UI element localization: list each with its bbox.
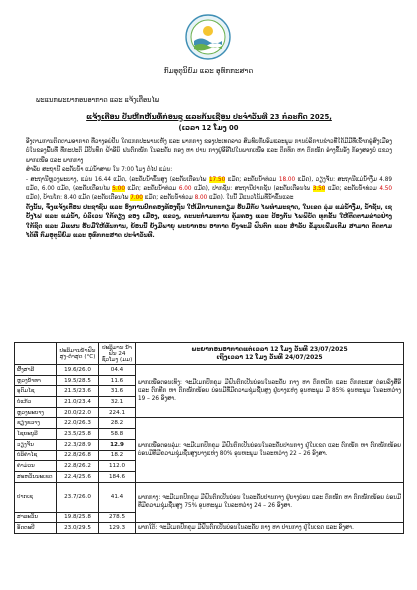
station-row (15, 482, 404, 512)
station-name: ສະຫວັນນະເຂດ (15, 471, 57, 482)
flood-level-1: 18.00 (278, 176, 296, 183)
station-temp: 22.4/25.6 (57, 471, 99, 482)
alert-level-2: 5.00 (112, 186, 125, 193)
region-forecast: ພາກເໜືອຕອນເທິງ: ຈະມີເມກປົກຄຸມ ມີຝົນຕົກເປັນບ່ອນໃນລະດັບ ກາງ ຫາ ຕົກຫນັກ ແລະ ຕົກກະແສ ຕ່ອນລົງສີ່ອີ ແລະ ຕົກທີກ ຫາ ຕົກໜັກໜ້ອຍ ບ່ອນມີທີ່ມີຄວາມຊຸ່ມຊື່ນສູງ ຢູ່ບາງແຫ່ງ ອຸນຫະພູມ ມີ 85% ອຸນຫະພູມ ໃນລະຫວ່າງ 19 – 26 ອົງສາ. (136, 365, 404, 418)
flood-level-4: 8.00 (194, 195, 208, 202)
station-rain: 11.6 (99, 375, 136, 386)
station-temp: 19.5/28.5 (57, 375, 99, 386)
station-rain: 278.5 (99, 512, 136, 523)
station-rain: 04.4 (99, 365, 136, 376)
station-name: ຫຼວງນ້ຳທາ (15, 375, 57, 386)
station-name: ຄຳມ່ວນ (15, 461, 57, 472)
station-name: ຊຽງຂວາງ (15, 418, 57, 429)
station-name: ປາກເຊ (15, 482, 57, 512)
station-rain: 18.2 (99, 450, 136, 461)
temp-header: ປະລິມານນ້ຳຝົນ ສູງ-ຕ່ຳສຸດ (°C) (57, 343, 99, 365)
station-rain: 129.3 (99, 523, 136, 534)
station-rain: 58.8 (99, 429, 136, 440)
station-name: ໄຊຍະບູລີ (15, 429, 57, 440)
region-forecast: ພາກເໜືອຕອນລຸ່ມ: ຈະມີເມກປົກຄຸມ ມີຝົນຕົກເປັນບ່ອນໃນລະດັບປານກາງ ຢູ່ໃນເຂດ ແລະ ຕົກໜັກ ຫາ ຕົກໜັກໜ້ອຍ ບ່ອນມີທີ່ມີຄວາມຊຸ່ມຊື່ນສູງບາງແຫ່ງ 80% ອຸນຫະພູມ ໃນລະຫວ່າງ 22 – 26 ອົງສາ. (136, 418, 404, 482)
station-row (15, 365, 404, 376)
station-temp: 20.0/22.0 (57, 407, 99, 418)
station-row (15, 418, 404, 429)
body-paragraph-4: ດັ່ງນັ້ນ, ຈຶ່ງແຈ້ງເຕືອນ ປະຊາຊົນ ແລະ ອົງການປົກຄອງທ້ອງຖິ່ນ ໃຫ້ມີການກະກຽມ ຮັບມືກັບ ໄພທຳມະຊາດ, ໃນເຂດ ລຸ່ມ ແມ່ນ້ຳງື່ມ, ນ້ຳຊັນ, ເຊບັ້ງໄຟ ແລະ ແມ່ນ້ຳ, ບໍລິເວນ ໃກ້ຄຽງ ຂອງ ເມືອງ, ແຂວງ, ຄະນະກຳມະການ ຄຸ້ມຄອງ ແລະ ປ້ອງກັນ ໄພພິບັດ ທຸກຂັ້ນ ໃຫ້ຕິດຕາມຂ່າວຢ່າງໃກ້ຊິດ ແລະ ມີແຜນ ຮັບມືໃຫ້ທັນການ, ຍ້ອນນີ້ ຍັງມີພາຍຸ ພະຍາກອນ ອາກາດ ຍັງຈະມີ ຝົນຕົກ ແລະ ສຳລັບ ຂໍ້ມູນເພີ່ມເຕີມ ສາມາດ ຕິດຕາມ ໄດ້ທີ່ ກົມອຸຕຸນິຍົມ ແລະ ອຸທົກກະສາດ ປະຈຳວັນທີ. (26, 204, 392, 240)
station-temp: 23.5/25.8 (57, 429, 99, 440)
body-paragraph-1: ອີງຕາມການຕິດຕາມອາກາດ ທີ່ວາງອຍ່ປັນ ໃດແກກປະພານເຫັງ ແລະ ພາກກາງ ຂອງປະເທດລາວ ສົມທົບກັບອົມແລະພູມ ການບໍລິການຂ່າວທີ່ໃດ້ມີມີທີ່ເຂົ້າກຣູ່ສົງເມືອງບໍ່ໃນຂອງພື້ນທີ່ ທີ່ກະປະຕິ ມີປັນທຶກ ຝ້າອີຍິ ຝນຕົກໜັກ ໃນລະດັບ ກອງ ຫາ ປານ ກາງຢູ່ອີອີໂປໃນພາກເໜືອ ແລະ ຕິກທິກ ຫາ ຕົກໜັກ ອໍາງຂຶ້ນອັງ ກ້ອງສອງບໍ່ ແຂວງພາກເໜືອ ແລະ ພາກກາງ (26, 139, 392, 164)
station-rain: 32.1 (99, 397, 136, 408)
ministry-logo (185, 14, 231, 60)
station-temp: 21.0/23.4 (57, 397, 99, 408)
station-temp: 19.6/26.0 (57, 365, 99, 376)
observation-forecast-table (14, 342, 404, 534)
station-temp: 23.0/29.5 (57, 523, 99, 534)
bulletin-subtitle: (ເວລາ 12 ໂມງ 00 (178, 124, 239, 132)
flood-level-3: 4.50 (379, 186, 392, 193)
station-name: ຫຼວງພະບາງ (15, 407, 57, 418)
station-name: ສາລະວັນ (15, 512, 57, 523)
station-temp: 22.0/26.3 (57, 418, 99, 429)
flood-level-2: 6.00 (178, 186, 192, 193)
station-temp: 22.8/26.2 (57, 461, 99, 472)
station-name: ຜົ້ງສາລີ (15, 365, 57, 376)
station-rain: 112.0 (99, 461, 136, 472)
ministry-name: ກົມອຸຕຸນິຍົມ ແລະ ອຸທົກກະສາດ (163, 66, 254, 75)
alert-level-3: 3.50 (312, 186, 326, 193)
alert-level-1: 17.50 (208, 176, 226, 183)
station-temp: 19.8/25.8 (57, 512, 99, 523)
department-name: ພະແນກພະຍາກອນອາກາດ ແລະ ແຈ້ງເຕືອນໄພ (36, 96, 160, 104)
alert-level-4: 7.00 (130, 195, 143, 202)
station-header (15, 343, 57, 365)
station-rain: 184.6 (99, 471, 136, 482)
station-temp: 23.7/26.0 (57, 482, 99, 512)
station-rain: 224.1 (99, 407, 136, 418)
station-temp: 22.3/28.9 (57, 439, 99, 450)
station-name: ບໍລິຄຳໄຊ (15, 450, 57, 461)
station-name: ອັດຕະປື (15, 523, 57, 534)
body-paragraph-2: ສຳລັບ ສະຖານີ ລະດັບນ້ຳ ແມ່ນ້ຳສາຍ ໃນ 7:00 ໂມງ ຕໍ່ໄປ ແມ່ນ: (26, 167, 173, 174)
station-rain: 12.9 (99, 439, 136, 450)
region-forecast: ພາກກາງ: ຈະມີເມກປົກຄຸມ ມີຝົນຕົກເປັນບ່ອນ ໃນລະດັບປານກາງ ຢູ່ບາງບ່ອນ ແລະ ຕົກໜັກ ຫາ ຕົກໜັກໜ້ອຍ ບ່ອນມີທີ່ມີຄວາມຊຸ່ມຊື່ນສູງ 75% ອຸນຫະພູມ ໃນລະຫວ່າງ 24 – 26 ອົງສາ. (136, 482, 404, 523)
bulletin-title: ແຈ້ງເຕືອນ ປັນຫີກຫັນທໍ້ກ່ອນຊູ ແລະກ້ນເຊືອນ ປະຈຳວັນທີ 23 ກໍລະກົດ 2025, (86, 113, 332, 121)
region-forecast: ພາກໃຕ້: ຈະມີເມກປົກຄຸມ ມີຝົນຕົກເປັນບ່ອນໃນລະດັບ ກາງ ຫາ ປານກາງ ຢູ່ໃນເຂດ ແລະ ອົງສາ. (136, 523, 404, 534)
station-name: ບໍ່ແກ້ວ (15, 397, 57, 408)
station-temp: 21.5/23.6 (57, 386, 99, 397)
station-name: ອຸດົມໄຊ (15, 386, 57, 397)
bulletin-body (26, 138, 392, 241)
forecast-header: ພະຍາກອນອາກາດແຕ່ເວລາ 12 ໂມງ ວັນທີ 23/07/2025 ເຖິງເວລາ 12 ໂມງ ວັນທີ 24/07/2025 (136, 343, 404, 365)
station-temp: 22.8/26.8 (57, 450, 99, 461)
station-rain: 41.4 (99, 482, 136, 512)
station-rain: 31.6 (99, 386, 136, 397)
station-name: ວຽງຈັນ (15, 439, 57, 450)
station-rain: 28.2 (99, 418, 136, 429)
body-paragraph-3: - ສະຖານີຫຼວງພະບາງ, ແມ່ນ 16.44 ແມັດ, (ລະດັບນ້ຳຂຶ້ນສູງ (ລະດັບເຕືອນໄພ 17.50 ແມັດ; ລະດັບນ້ຳທ່ວມ 18.00 ແມັດ), ວຽງຈັນ: ສະຖານີແມ່ນ້ຳງື່ມ 4.89 ແມັດ, 6.00 ແມັດ, (ລະດັບເຕືອນໄພ 5.00 ແມັດ; ລະດັບນ້ຳທ່ວມ 6.00 ແມັດ), ປາກຊັນ: ສະຖານີປາກຊັນ (ລະດັບເຕືອນໄພ 3.50 ແມັດ; ລະດັບນ້ຳທ່ວມ 4.50 ແມັດ), ບ້ານໂກ: 8.40 ແມັດ (ລະດັບເຕືອນໄພ 7.00 ແມັດ; ລະດັບນ້ຳທ່ວມ 8.00 ແມັດ). ໃນນີ້ ມີແນວໂນ້ມທີ່ນ້ຳຂຶ້ນແລະ (26, 176, 392, 202)
station-row (15, 523, 404, 534)
rain-header: ປະລິມານ ນ້ຳຝົນ 24 ຊົ່ວໂມງ (ມມ) (99, 343, 136, 365)
